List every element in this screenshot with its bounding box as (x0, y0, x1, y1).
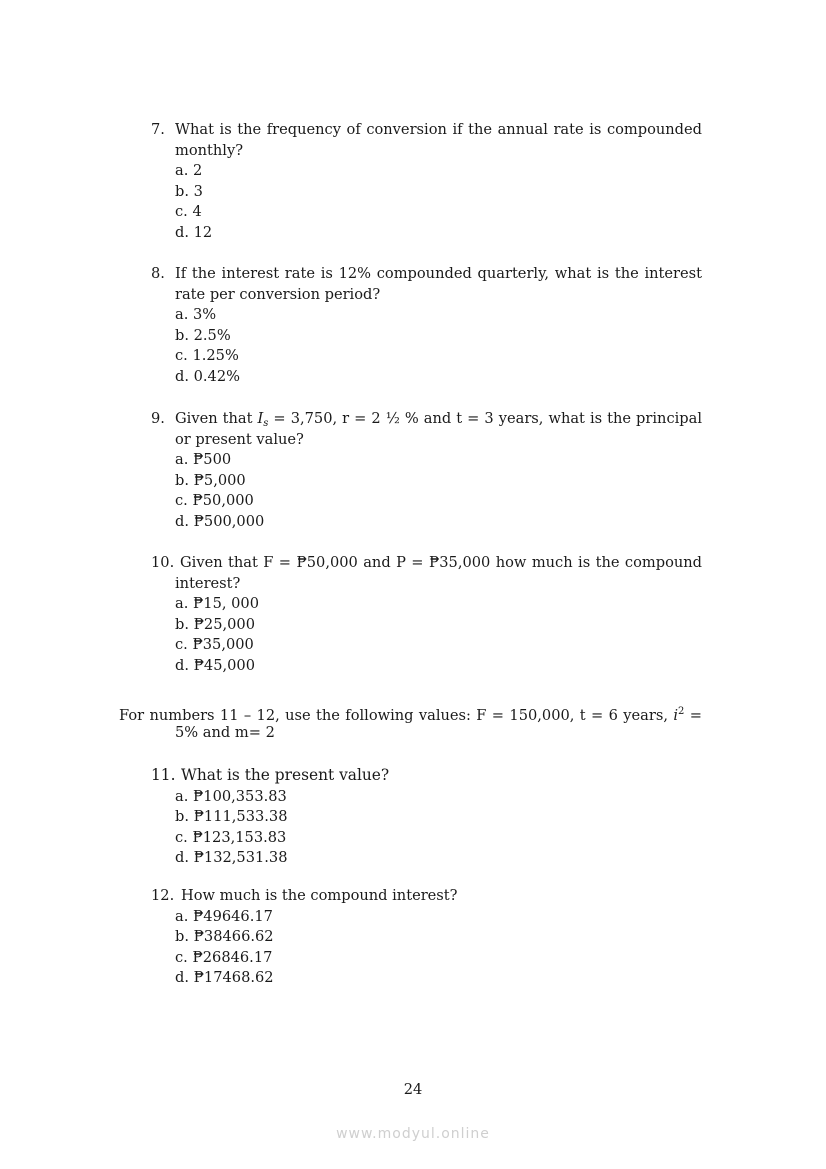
variable-i: I (257, 410, 264, 427)
question-9-option-c: c. ₱50,000 (175, 492, 254, 509)
question-11-option-b: b. ₱111,533.38 (175, 808, 288, 825)
question-7-number: 7. (151, 121, 165, 138)
question-9-option-b: b. ₱5,000 (175, 472, 246, 489)
question-8-text-line-1: If the interest rate is 12% compounded quarterly, what is the interest (175, 265, 702, 282)
page-number: 24 (403, 1081, 423, 1098)
question-12-option-d: d. ₱17468.62 (175, 969, 274, 986)
question-9-option-d: d. ₱500,000 (175, 513, 265, 530)
question-7-text-line-2: monthly? (175, 142, 244, 159)
question-9-option-a: a. ₱500 (175, 451, 232, 468)
question-11-text: What is the present value? (181, 766, 390, 784)
instruction-line-2: 5% and m= 2 (175, 724, 275, 741)
question-12-number: 12. (151, 887, 175, 904)
question-12-option-b: b. ₱38466.62 (175, 928, 274, 945)
variable-i-subscript: s (263, 418, 269, 429)
variable-i-lower: i (673, 707, 679, 724)
question-9-prefix: Given that (175, 410, 258, 427)
question-7-text-line-1: What is the frequency of conversion if the annual rate is compounded (175, 121, 702, 138)
question-11-option-a: a. ₱100,353.83 (175, 788, 287, 805)
question-7-option-c: c. 4 (175, 203, 202, 220)
question-8-option-c: c. 1.25% (175, 347, 239, 364)
question-9-text-line-2: or present value? (175, 431, 304, 448)
question-12-text: How much is the compound interest? (181, 887, 458, 904)
question-10-text-line-1: Given that F = ₱50,000 and P = ₱35,000 how much is the compound (180, 554, 702, 571)
question-8-text-line-2: rate per conversion period? (175, 286, 381, 303)
question-10-option-a: a. ₱15, 000 (175, 595, 259, 612)
question-7-option-b: b. 3 (175, 183, 203, 200)
question-11-number: 11. (151, 766, 176, 784)
instruction-suffix: = (684, 707, 702, 724)
question-9-number: 9. (151, 410, 165, 427)
question-10-option-d: d. ₱45,000 (175, 657, 255, 674)
question-11-option-c: c. ₱123,153.83 (175, 829, 287, 846)
question-11-option-d: d. ₱132,531.38 (175, 849, 288, 866)
instruction-prefix: For numbers 11 – 12, use the following values: F = 150,000, t = 6 years, (119, 707, 674, 724)
question-7-option-d: d. 12 (175, 224, 213, 241)
question-7-option-a: a. 2 (175, 162, 203, 179)
variable-i-superscript: 2 (678, 706, 685, 717)
question-8-number: 8. (151, 265, 165, 282)
question-12-option-a: a. ₱49646.17 (175, 908, 273, 925)
question-9-suffix: = 3,750, r = 2 ½ % and t = 3 years, what is the principal (268, 410, 702, 427)
question-10-text-line-2: interest? (175, 575, 241, 592)
question-8-option-b: b. 2.5% (175, 327, 231, 344)
question-10-number: 10. (151, 554, 175, 571)
question-12-option-c: c. ₱26846.17 (175, 949, 273, 966)
question-10-option-b: b. ₱25,000 (175, 616, 255, 633)
question-10-option-c: c. ₱35,000 (175, 636, 254, 653)
watermark-url: www.modyul.online (336, 1126, 490, 1142)
question-8-option-a: a. 3% (175, 306, 217, 323)
question-8-option-d: d. 0.42% (175, 368, 240, 385)
